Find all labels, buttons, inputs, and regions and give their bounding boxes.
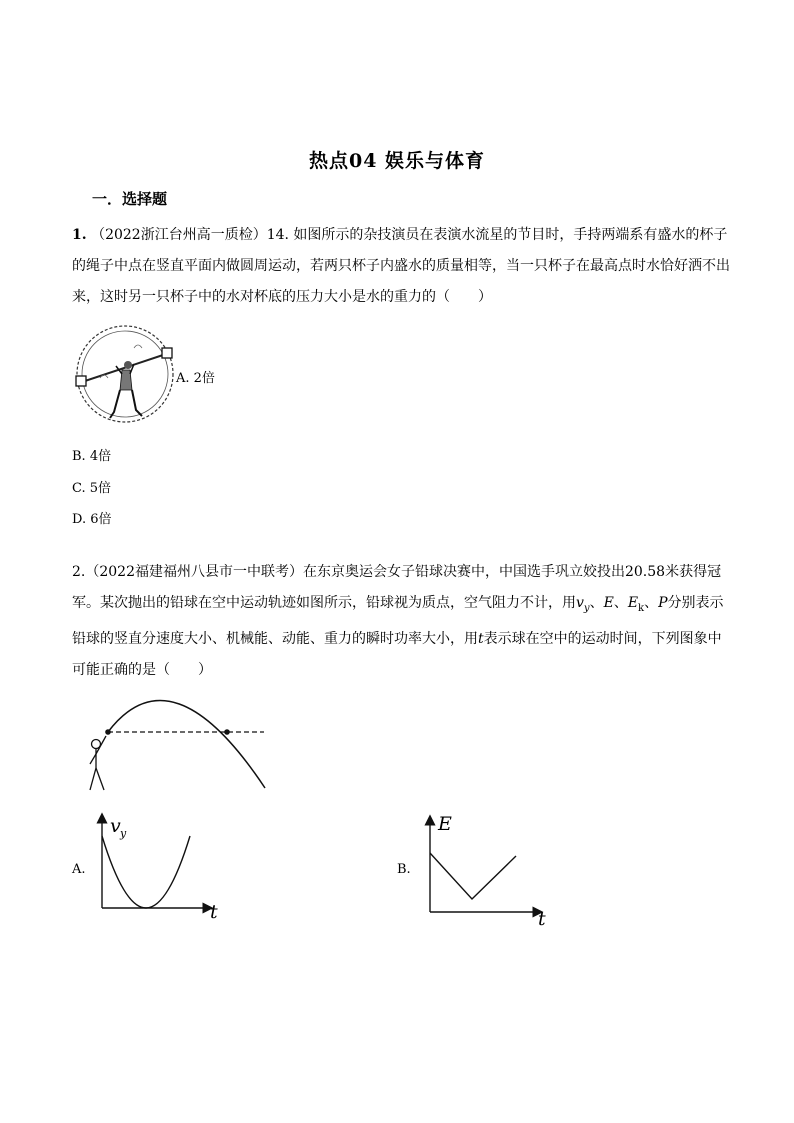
graph-b <box>418 808 558 928</box>
section-heading: 一．选择题 <box>92 190 168 208</box>
graph-a <box>90 808 230 928</box>
symbol-ek: E <box>627 595 639 611</box>
graph-a-x-label: t <box>210 901 218 923</box>
symbol-e: E <box>603 595 614 611</box>
trajectory-figure <box>80 688 270 794</box>
question-1-text: （2022浙江台州高一质检）14. 如图所示的杂技演员在表演水流星的节目时，手持两端系有盛水的杯子的绳子中点在竖直平面内做圆周运动，若两只杯子内盛水的质量相等，当一只杯子在最高点时水恰好洒不出来，这时另一只杯子中的水对杯底的压力大小是水的重力的（ ） <box>72 227 730 305</box>
question-2-text-a: 2.（2022福建福州八县市一中联考）在东京奥运会女子铅球决赛中，中国选手巩立姣投出20.58米获得冠军。某次抛出的铅球在空中运动轨迹如图所示，铅球视为质点，空气阻力不计，用 <box>72 564 722 611</box>
symbol-vy-sub: y <box>583 602 590 614</box>
separator: 、 <box>613 595 628 611</box>
question-1 <box>72 220 732 313</box>
graph-b-y-label: E <box>438 813 452 835</box>
question-1-number: 1. <box>72 227 87 243</box>
graph-a-label: A. <box>72 862 86 877</box>
page-title: 热点04 娱乐与体育 <box>308 150 486 172</box>
symbol-vy: v <box>576 595 584 611</box>
symbol-ek-sub: k <box>638 602 645 614</box>
graph-a-curve <box>102 836 190 908</box>
graph-b-label: B. <box>397 862 411 877</box>
option-c: C. 5倍 <box>72 481 112 496</box>
option-b: B. 4倍 <box>72 449 112 464</box>
separator: 、 <box>644 595 659 611</box>
symbol-t: t <box>478 630 484 647</box>
launch-point <box>105 729 111 735</box>
graph-b-curve <box>430 853 516 899</box>
separator: 、 <box>589 595 604 611</box>
option-d: D. 6倍 <box>72 512 112 527</box>
symbol-p: P <box>658 595 668 611</box>
athlete-stick-figure <box>90 736 106 790</box>
graph-a-y-label: v <box>110 815 121 837</box>
option-a: A. 2倍 <box>176 371 215 386</box>
graph-a-y-sub: y <box>120 827 127 840</box>
graph-b-x-label: t <box>538 908 546 928</box>
crossing-point <box>224 729 230 735</box>
question-2 <box>72 557 732 686</box>
question-2-text-b: 分别表示铅球的竖直分速度大小、机械能、动能、重力的瞬时功率大小，用 <box>72 595 724 647</box>
trajectory-curve <box>108 701 265 789</box>
question-2-text-c: 表示球在空中的运动时间，下列图象中可能正确的是（ ） <box>72 630 722 678</box>
water-meteor-figure <box>70 320 180 428</box>
